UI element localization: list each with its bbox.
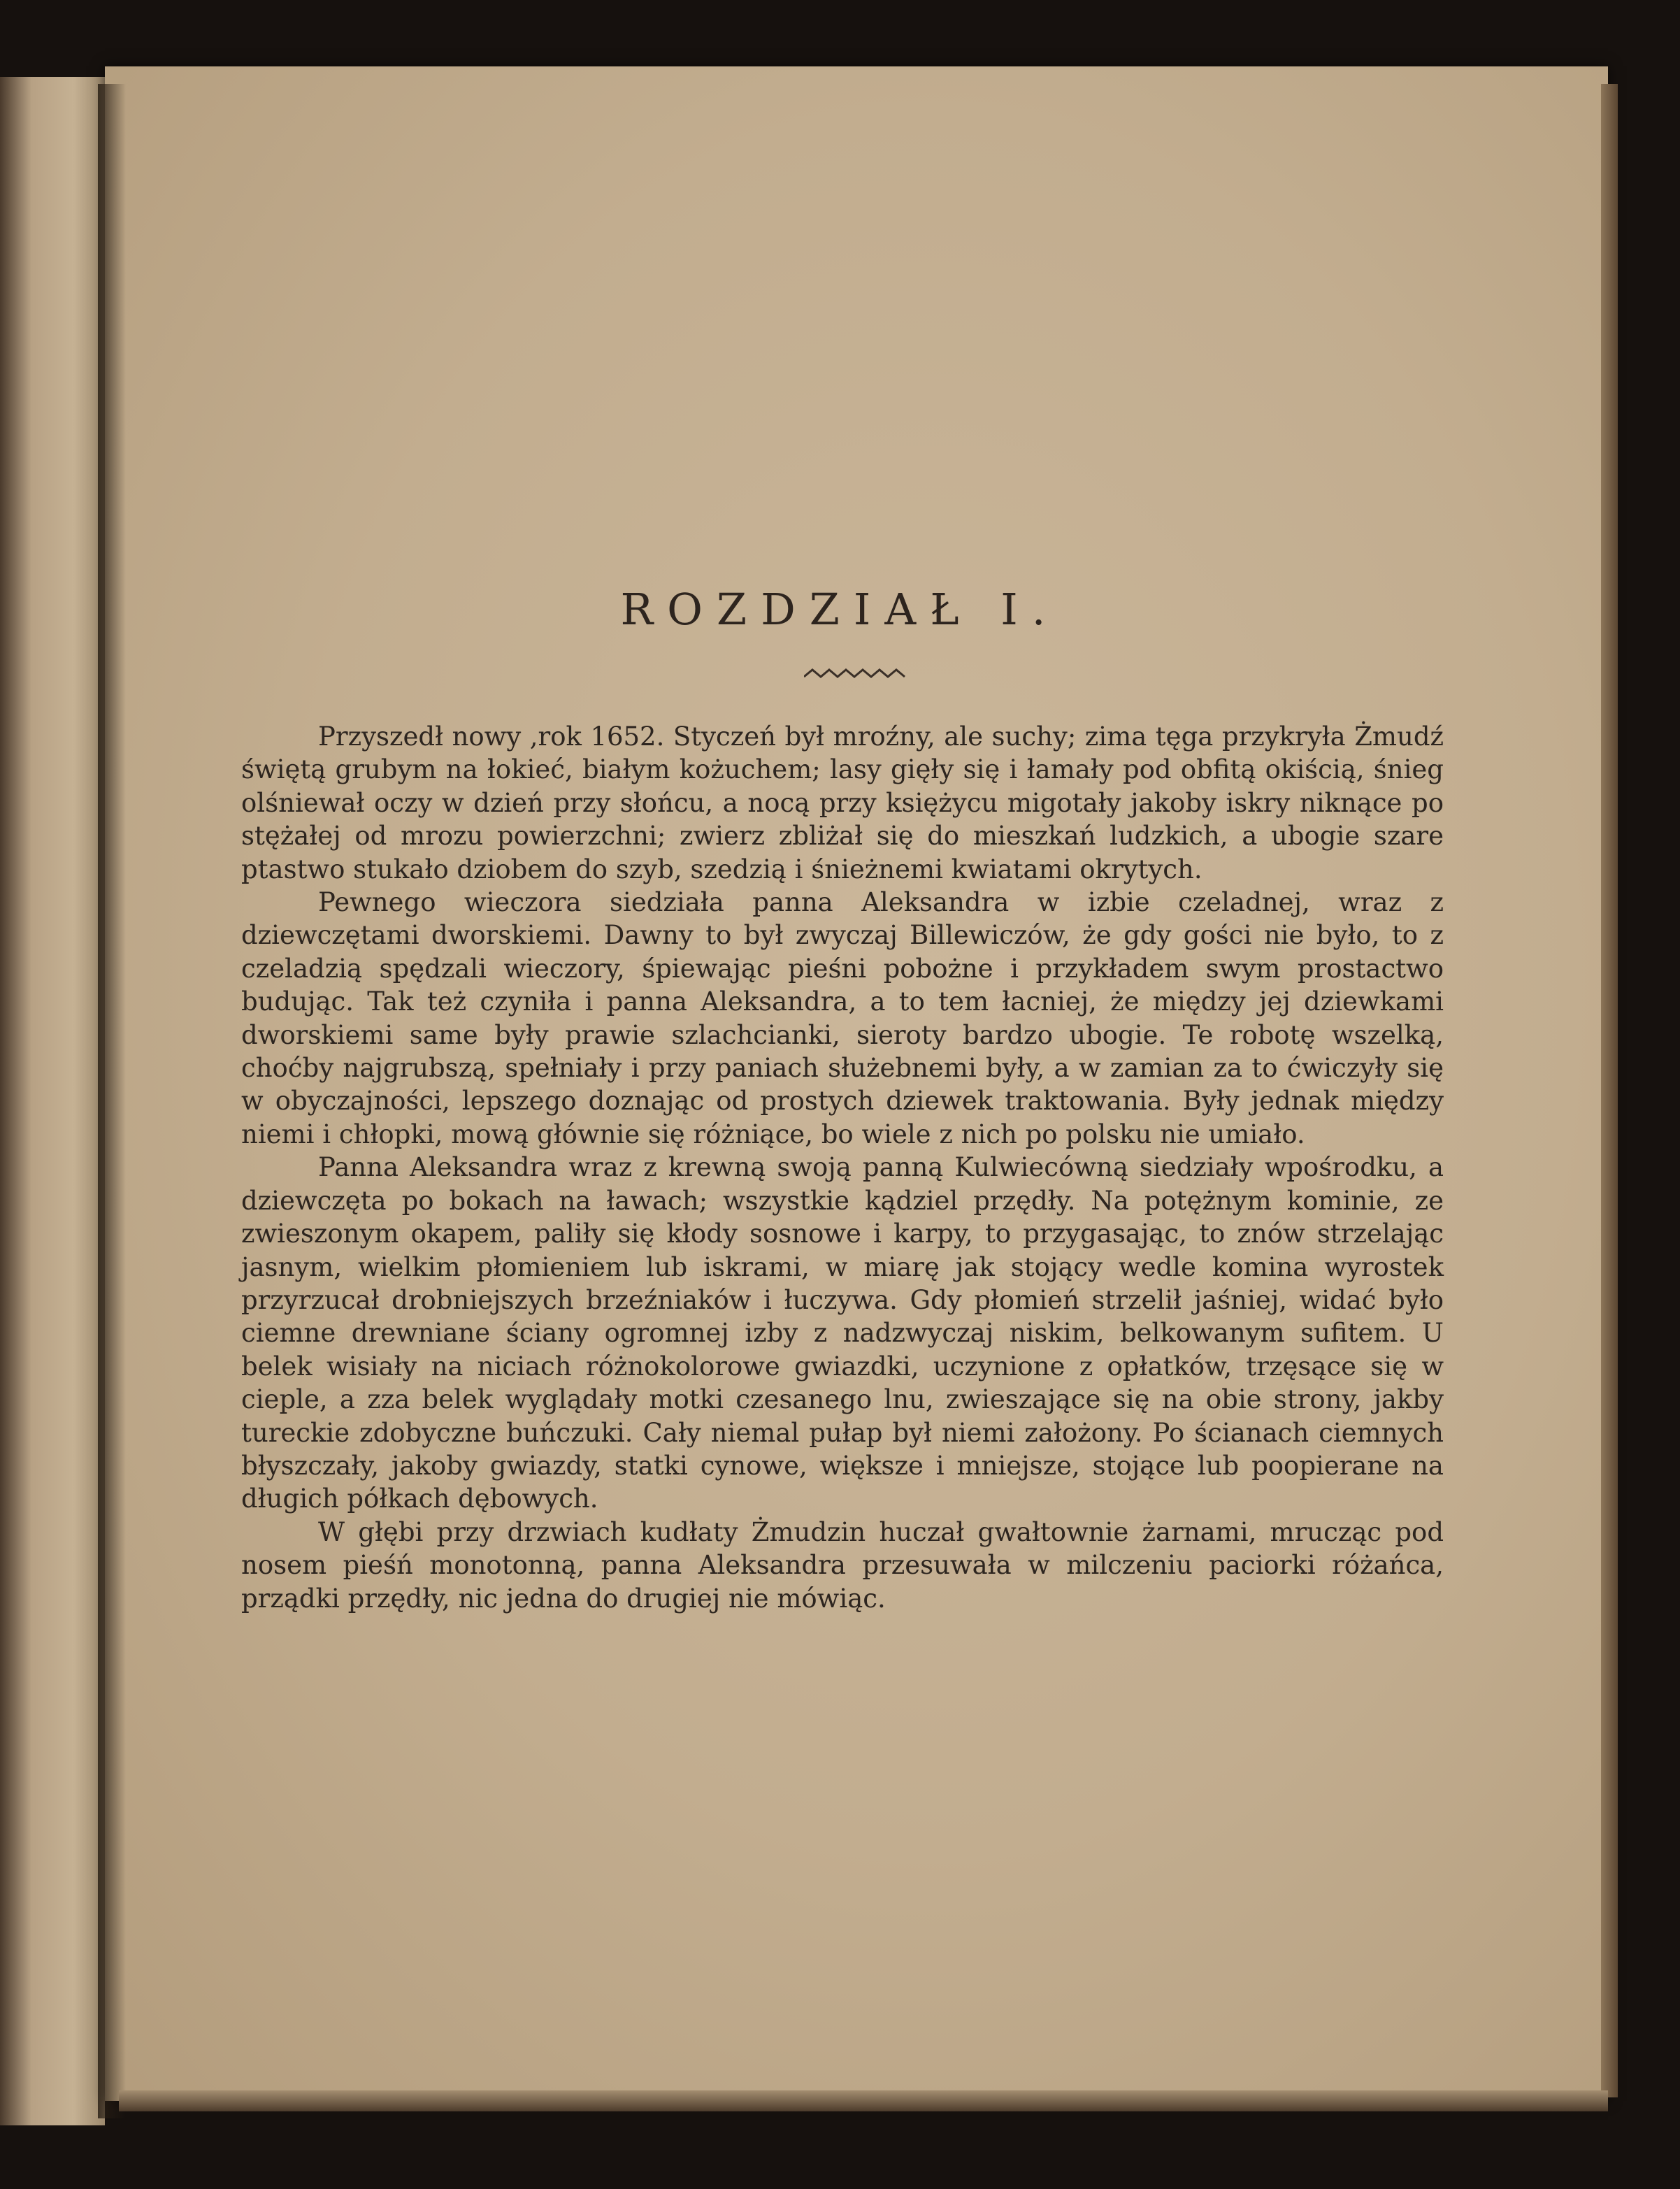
left-page-edge xyxy=(0,77,105,2125)
paragraph: Panna Aleksandra wraz z krewną swoją panną Kulwiecówną siedziały wpośrodku, a dziewczęta po bokach na ławach; wszystkie kądziel przędły. Na potężnym kominie, ze zwieszonym okapem, paliły się kłody sosnowe i karpy, to przygasając, to znów strzelając jasnym, wielkim płomieniem lub iskrami, w miarę jak stojący wedle komina wyrostek przyrzucał drobniejszych brzeźniaków i łuczywa. Gdy płomień strzelił jaśniej, widać było ciemne drewniane ściany ogromnej izby z nadzwyczaj niskim, belkowanym sufitem. U belek wisiały na niciach różnokolorowe gwiazdki, uczynione z opłatków, trzęsące się w cieple, a zza belek wyglądały motki czesanego lnu, zwieszające się na obie strony, jakby tureckie zdobyczne buńczuki. Cały niemal pułap był niemi założony. Po ścianach ciemnych błyszczały, jakoby gwiazdy, statki cynowe, większe i mniejsze, stojące lub poopierane na długich półkach dębowych. xyxy=(241,1152,1444,1514)
ornament-divider xyxy=(804,664,909,682)
paragraph: Pewnego wieczora siedziała panna Aleksandra w izbie czeladnej, wraz z dziewczętami dworskiemi. Dawny to był zwyczaj Billewiczów, że gdy gości nie było, to z czeladzią spędzali wieczory, śpiewając pieśni pobożne i przykładem swym prostactwo budując. Tak też czyniła i panna Aleksandra, a to tem łacniej, że między jej dziewkami dworskiemi same były prawie szlachcianki, sieroty bardzo ubogie. Te robotę wszelką, choćby najgrubszą, spełniały i przy paniach służebnemi były, a w zamian za to ćwiczyły się w obyczajności, lepszego doznając od prostych dziewek traktowania. Były jednak między niemi i chłopki, mową głównie się różniące, bo wiele z nich po polsku nie umiało. xyxy=(241,887,1444,1149)
chapter-text xyxy=(241,720,1444,1615)
paragraph: Przyszedł nowy ,rok 1652. Styczeń był mroźny, ale suchy; zima tęga przykryła Żmudź świętą grubym na łokieć, białym kożuchem; lasy gięły się i łamały pod obfitą okiścią, śnieg olśniewał oczy w dzień przy słońcu, a nocą przy księżycu migotały jakoby iskry niknące po stężałej od mrozu powierzchni; zwierz zbliżał się do mieszkań ludzkich, a ubogie szare ptastwo stukało dziobem do szyb, szedzią i śnieżnemi kwiatami okrytych. xyxy=(241,722,1444,884)
paragraph: W głębi przy drzwiach kudłaty Żmudzin huczał gwałtownie żarnami, mrucząc pod nosem pieśń monotonną, panna Aleksandra przesuwała w milczeniu paciorki różańca, prządki przędły, nic jedna do drugiej nie mówiąc. xyxy=(241,1516,1444,1614)
page-edge-right xyxy=(1601,84,1618,2097)
page-edge-bottom xyxy=(119,2090,1608,2111)
spine-shadow xyxy=(98,84,126,2118)
chapter-title: ROZDZIAŁ I. xyxy=(620,584,1060,635)
